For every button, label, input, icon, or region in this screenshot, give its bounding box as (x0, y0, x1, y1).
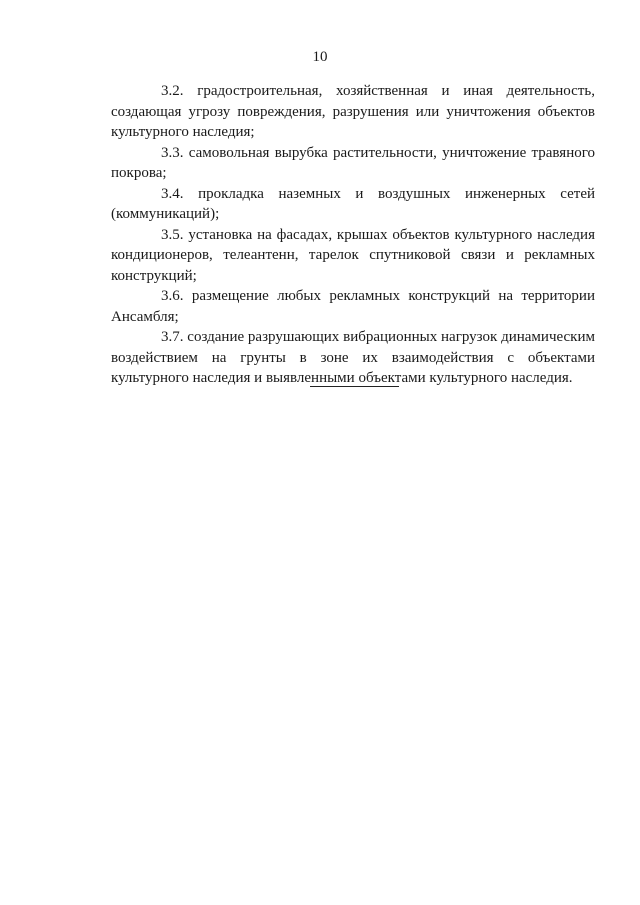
list-item-3-4: 3.4. прокладка наземных и воздушных инженерных сетей (коммуникаций); (111, 185, 595, 222)
list-item-3-7: 3.7. создание разрушающих вибрационных нагрузок динамическим воздействием на грунты в зоне их взаимодействия с объектами культурного наследия и выявленными объектами культурного наследия. (111, 329, 595, 386)
list-item-3-5: 3.5. установка на фасадах, крышах объектов культурного наследия кондиционеров, телеантенн, тарелок спутниковой связи и рекламных конструкций; (111, 226, 595, 284)
list-item-3-3: 3.3. самовольная вырубка растительности, уничтожение травяного покрова; (111, 144, 595, 181)
document-body (111, 81, 595, 389)
end-divider (310, 386, 399, 387)
page-number: 10 (312, 49, 328, 65)
list-item-3-2: 3.2. градостроительная, хозяйственная и иная деятельность, создающая угрозу повреждения, разрушения или уничтожения объектов культурного наследия; (111, 83, 595, 140)
list-item-3-6: 3.6. размещение любых рекламных конструкций на территории Ансамбля; (111, 288, 595, 325)
